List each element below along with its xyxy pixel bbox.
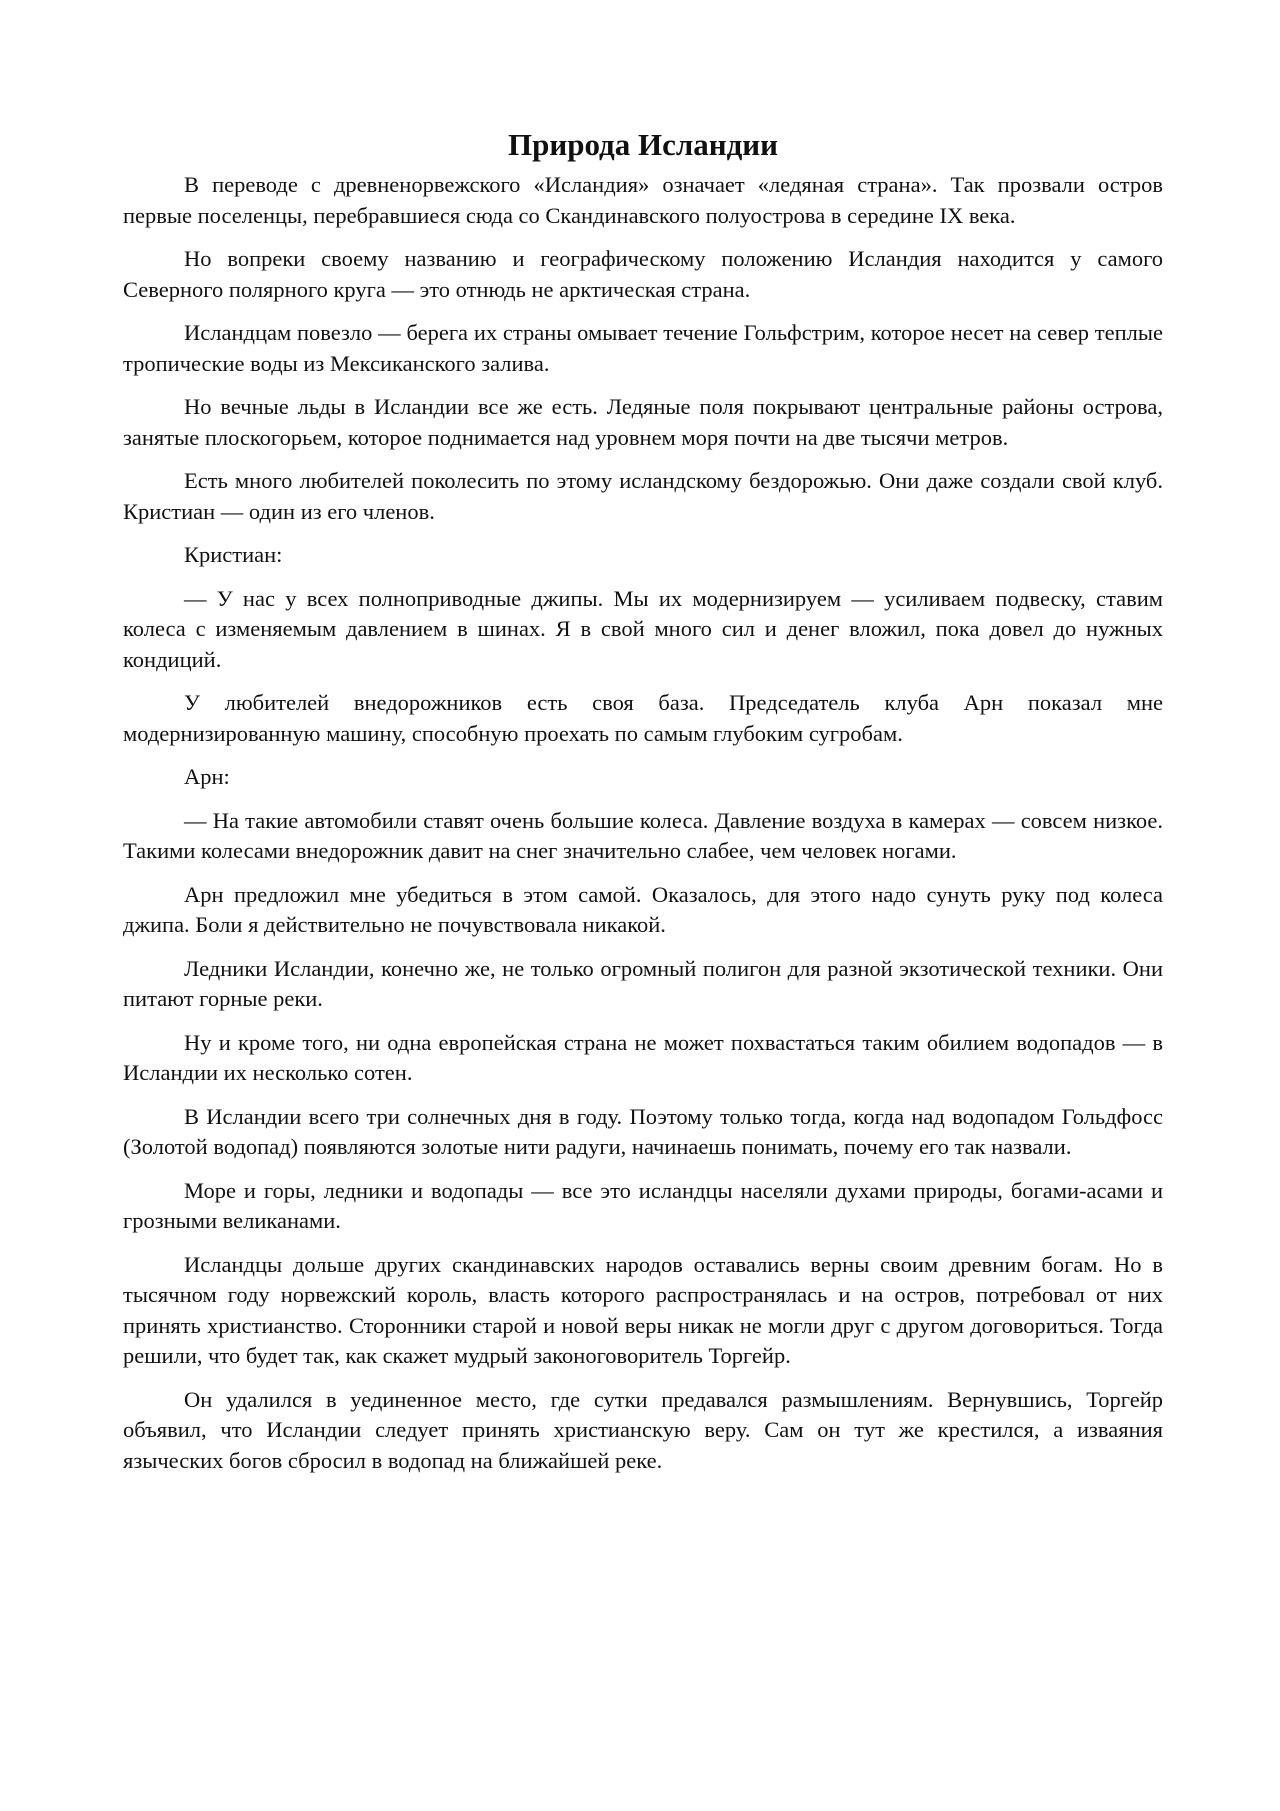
paragraph: Арн предложил мне убедиться в этом самой. Оказалось, для этого надо сунуть руку под колеса джипа. Боли я действительно не почувствовала никакой. bbox=[123, 881, 1163, 937]
paragraph: Исландцам повезло — берега их страны омывает течение Гольфстрим, которое несет на север теплые тропические воды из Мексиканского залива. bbox=[123, 320, 1163, 376]
speaker-label: Кристиан: bbox=[184, 542, 283, 567]
paragraph: Ледники Исландии, конечно же, не только огромный полигон для разной экзотической техники. Они питают горные реки. bbox=[123, 955, 1163, 1011]
document-body bbox=[123, 122, 1163, 1489]
paragraph: В Исландии всего три солнечных дня в году. Поэтому только тогда, когда над водопадом Гольдфосс (Золотой водопад) появляются золотые нити радуги, начинаешь понимать, почему его так назвали. bbox=[123, 1103, 1163, 1159]
paragraph: Но вопреки своему названию и географическому положению Исландия находится у самого Северного полярного круга — это отнюдь не арктическая страна. bbox=[123, 246, 1163, 302]
paragraph: У любителей внедорожников есть своя база. Председатель клуба Арн показал мне модернизированную машину, способную проехать по самым глубоким сугробам. bbox=[123, 690, 1163, 746]
document-title: Природа Исландии bbox=[507, 127, 779, 162]
paragraph: Ну и кроме того, ни одна европейская страна не может похвастаться таким обилием водопадов — в Исландии их несколько сотен. bbox=[123, 1029, 1163, 1085]
paragraph: Море и горы, ледники и водопады — все это исландцы населяли духами природы, богами-асами и грозными великанами. bbox=[123, 1177, 1163, 1233]
quote-paragraph: — На такие автомобили ставят очень большие колеса. Давление воздуха в камерах — совсем низкое. Такими колесами внедорожник давит на снег значительно слабее, чем человек ногами. bbox=[123, 807, 1163, 863]
speaker-label: Арн: bbox=[184, 764, 230, 789]
paragraph: Он удалился в уединенное место, где сутки предавался размышлениям. Вернувшись, Торгейр объявил, что Исландии следует принять христианскую веру. Сам он тут же крестился, а изваяния языческих богов сбросил в водопад на ближайшей реке. bbox=[123, 1386, 1163, 1473]
paragraph: Есть много любителей поколесить по этому исландскому бездорожью. Они даже создали свой клуб. Кристиан — один из его членов. bbox=[123, 468, 1163, 524]
paragraph: Исландцы дольше других скандинавских народов оставались верны своим древним богам. Но в тысячном году норвежский король, власть которого распространялась и на остров, потребовал от них принять христианство. Сторонники старой и новой веры никак не могли друг с другом договориться. Тогда решили, что будет так, как скажет мудрый законоговоритель Торгейр. bbox=[123, 1251, 1163, 1368]
quote-paragraph: — У нас у всех полноприводные джипы. Мы их модернизируем — усиливаем подвеску, ставим колеса с изменяемым давлением в шинах. Я в свой много сил и денег вложил, пока довел до нужных кондиций. bbox=[123, 585, 1163, 672]
paragraph: Но вечные льды в Исландии все же есть. Ледяные поля покрывают центральные районы острова, занятые плоскогорьем, которое поднимается над уровнем моря почти на две тысячи метров. bbox=[123, 394, 1163, 450]
paragraph: В переводе с древненорвежского «Исландия» означает «ледяная страна». Так прозвали остров первые поселенцы, перебравшиеся сюда со Скандинавского полуострова в середине IX века. bbox=[123, 172, 1163, 228]
